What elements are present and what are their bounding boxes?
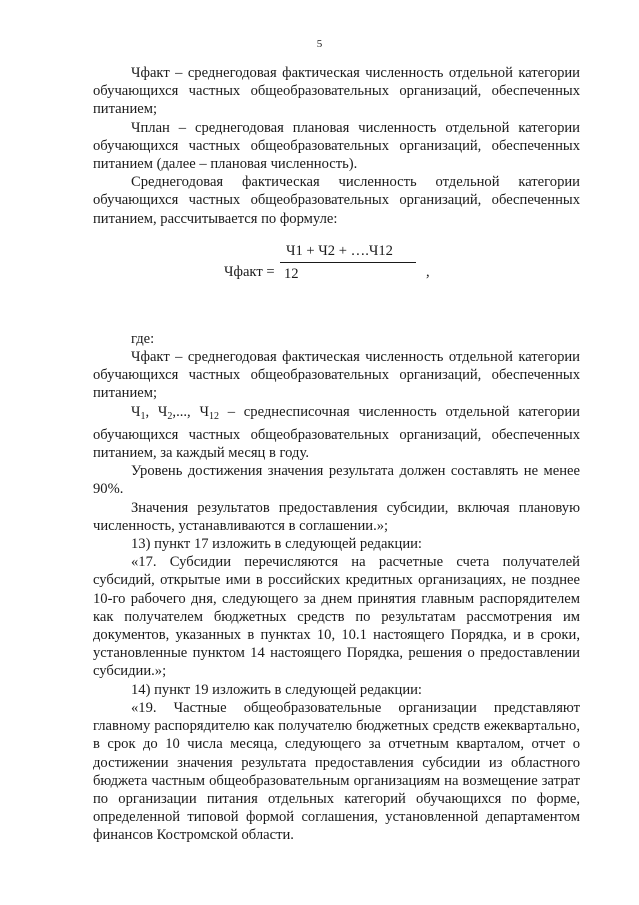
ch-sep-2: ,..., Ч [172,403,209,420]
formula-fraction [280,242,420,283]
ch-sep-1: , Ч [145,403,168,420]
ch-sub-2: 2 [167,410,173,422]
formula-denominator: 12 [284,265,299,282]
paragraph-chplan-definition: Чплан – среднегодовая плановая численность отдельной категории обучающихся частных общеобразовательных организаций, обеспеченных питанием (далее – плановая численность). [93,119,580,173]
ch-sub-1: 1 [140,410,146,422]
paragraph-result-level: Уровень достижения значения результата должен составлять не менее 90%. [93,463,580,498]
paragraph-point-19: «19. Частные общеобразовательные организации представляют главному распорядителю как получателю бюджетных средств ежеквартально, в срок до 10 числа месяца, следующего за отчетным кварталом, отчет о достижении значения результата предоставления субсидии из областного бюджета частным общеобразовательным организациям на возмещение затрат по организации питания отдельных категорий обучающихся по форме, определенной типовой формой соглашения, установленной департаментом финансов Костромской области. [93,699,580,844]
formula-lhs: Чфакт = [224,263,275,280]
formula-numerator: Ч1 + Ч2 + ….Ч12 [286,242,393,259]
formula [93,242,580,308]
document-body [93,64,580,845]
where-ch-monthly [93,403,580,463]
paragraph-item-14: 14) пункт 19 изложить в следующей редакции: [131,681,422,698]
paragraph-point-17: «17. Субсидии перечисляются на расчетные счета получателей субсидий, открытые ими в российских кредитных организациях, не позднее 10-го рабочего дня, следующего за днем принятия главным распорядителем как получателем бюджетных средств по результатам рассмотрения им документов, указанных в пунктах 10, 10.1 настоящего Порядка, и в сроки, установленные пунктом 14 настоящего Порядка, решения о предоставлении субсидии.»; [93,554,580,680]
paragraph-chfakt-definition: Чфакт – среднегодовая фактическая численность отдельной категории обучающихся частных общеобразовательных организаций, обеспеченных питанием; [93,65,580,118]
where-label: где: [131,330,155,347]
ch-rest: – среднесписочная численность отдельной категории обучающихся частных общеобразовательных организаций, обеспеченных питанием, за каждый месяц в году. [93,403,580,462]
formula-comma: , [426,263,430,280]
page-number: 5 [316,38,323,50]
paragraph-item-13: 13) пункт 17 изложить в следующей редакции: [131,536,422,553]
paragraph-formula-intro: Среднегодовая фактическая численность отдельной категории обучающихся частных общеобразовательных организаций, обеспеченных питанием, рассчитывается по формуле: [93,174,580,227]
ch-sub-12: 12 [208,410,219,422]
where-chfakt: Чфакт – среднегодовая фактическая численность отдельной категории обучающихся частных общеобразовательных организаций, обеспеченных питанием; [93,349,580,402]
ch-prefix: Ч [131,403,141,420]
paragraph-result-values: Значения результатов предоставления субсидии, включая плановую численность, устанавливаются в соглашении.»; [93,499,580,534]
fraction-bar [280,262,416,263]
